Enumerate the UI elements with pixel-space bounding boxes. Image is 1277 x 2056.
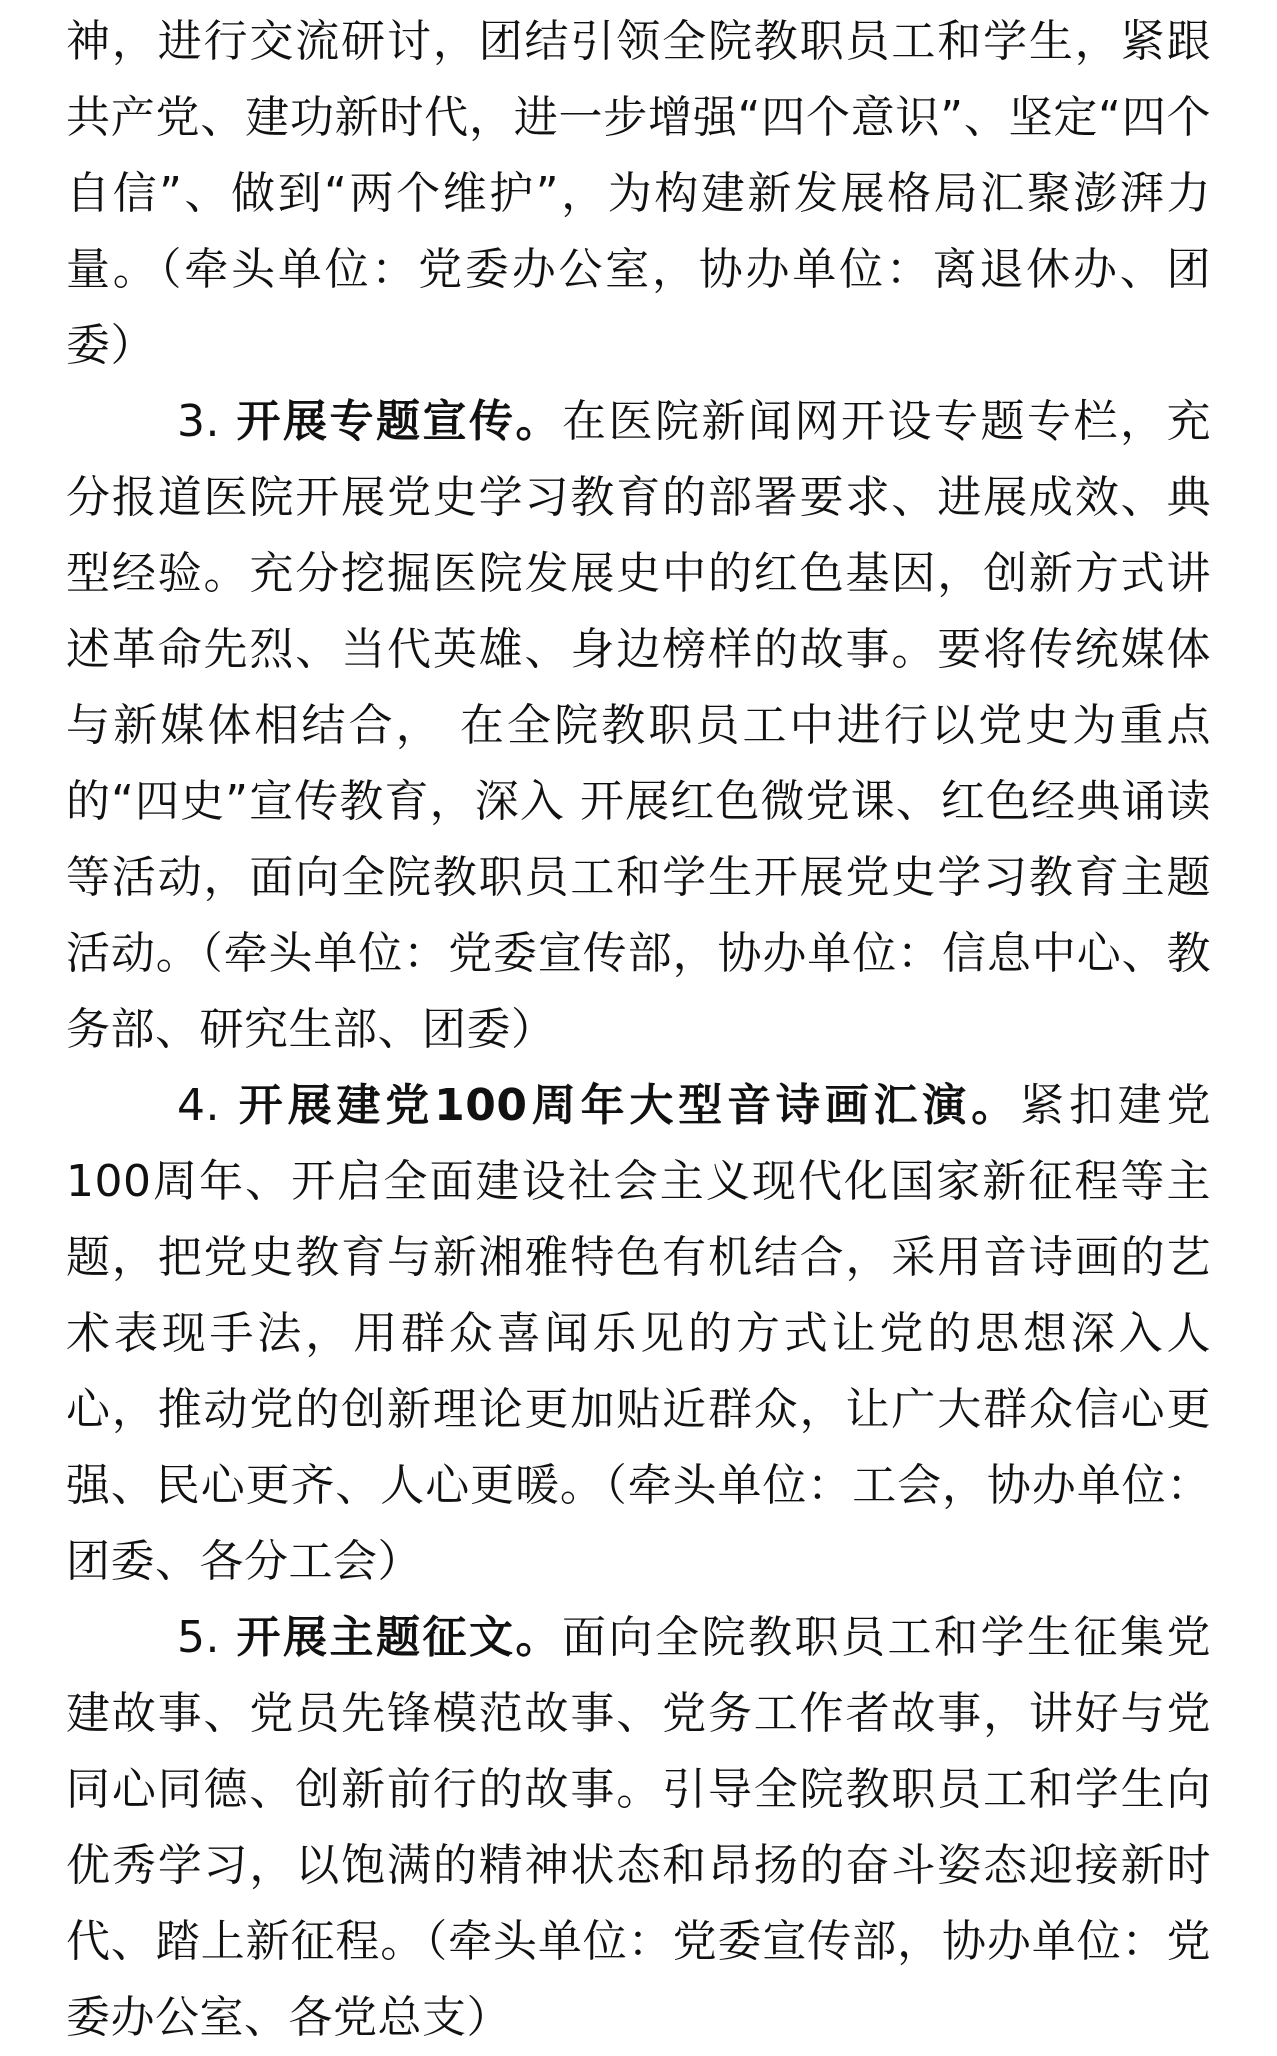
item-heading: 开展建党100周年大型音诗画汇演。 [238, 1080, 1021, 1131]
paragraph-continuation [66, 4, 1211, 384]
paragraph-body: 面向全院教职员工和学生征集党建故事、党员先锋模范故事、党务工作者故事，讲好与党同心同德、创新前行的故事。引导全院教职员工和学生向优秀学习，以饱满的精神状态和昂扬的奋斗姿态迎接新时代、踏上新征程。（牵头单位：党委宣传部，协办单位：党委办公室、各党总支） [66, 1612, 1212, 2043]
paragraph-item-3 [66, 384, 1211, 1068]
paragraph-item-5 [66, 1600, 1211, 2056]
paragraph-body: 紧扣建党100周年、开启全面建设社会主义现代化国家新征程等主题，把党史教育与新湘雅特色有机结合，采用音诗画的艺术表现手法，用群众喜闻乐见的方式让党的思想深入人心，推动党的创新理论更加贴近群众，让广大群众信心更强、民心更齐、人心更暖。（牵头单位：工会，协办单位：团委、各分工会） [66, 1080, 1211, 1587]
item-heading: 开展主题征文。 [236, 1612, 562, 1663]
paragraph-item-4 [66, 1068, 1211, 1600]
paragraph-body: 在医院新闻网开设专题专栏，充分报道医院开展党史学习教育的部署要求、进展成效、典型经验。充分挖掘医院发展史中的红色基因，创新方式讲述革命先烈、当代英雄、身边榜样的故事。要将传统媒体与新媒体相结合， 在全院教职员工中进行以党史为重点的“四史”宣传教育，深入 开展红色微党课、红色经典诵读等活动，面向全院教职员工和学生开展党史学习教育主题活动。（牵头单位：党委宣传部，协办单位：信息中心、教务部、研究生部、团委） [66, 396, 1212, 1055]
item-number: 5. [177, 1612, 237, 1663]
paragraph-body: 神，进行交流研讨，团结引领全院教职员工和学生，紧跟共产党、建功新时代，进一步增强“四个意识”、坚定“四个自信”、做到“两个维护”，为构建新发展格局汇聚澎湃力量。（牵头单位：党委办公室，协办单位：离退休办、团委） [66, 16, 1211, 371]
item-number: 4. [177, 1080, 239, 1131]
item-heading: 开展专题宣传。 [236, 396, 562, 447]
item-number: 3. [177, 396, 237, 447]
